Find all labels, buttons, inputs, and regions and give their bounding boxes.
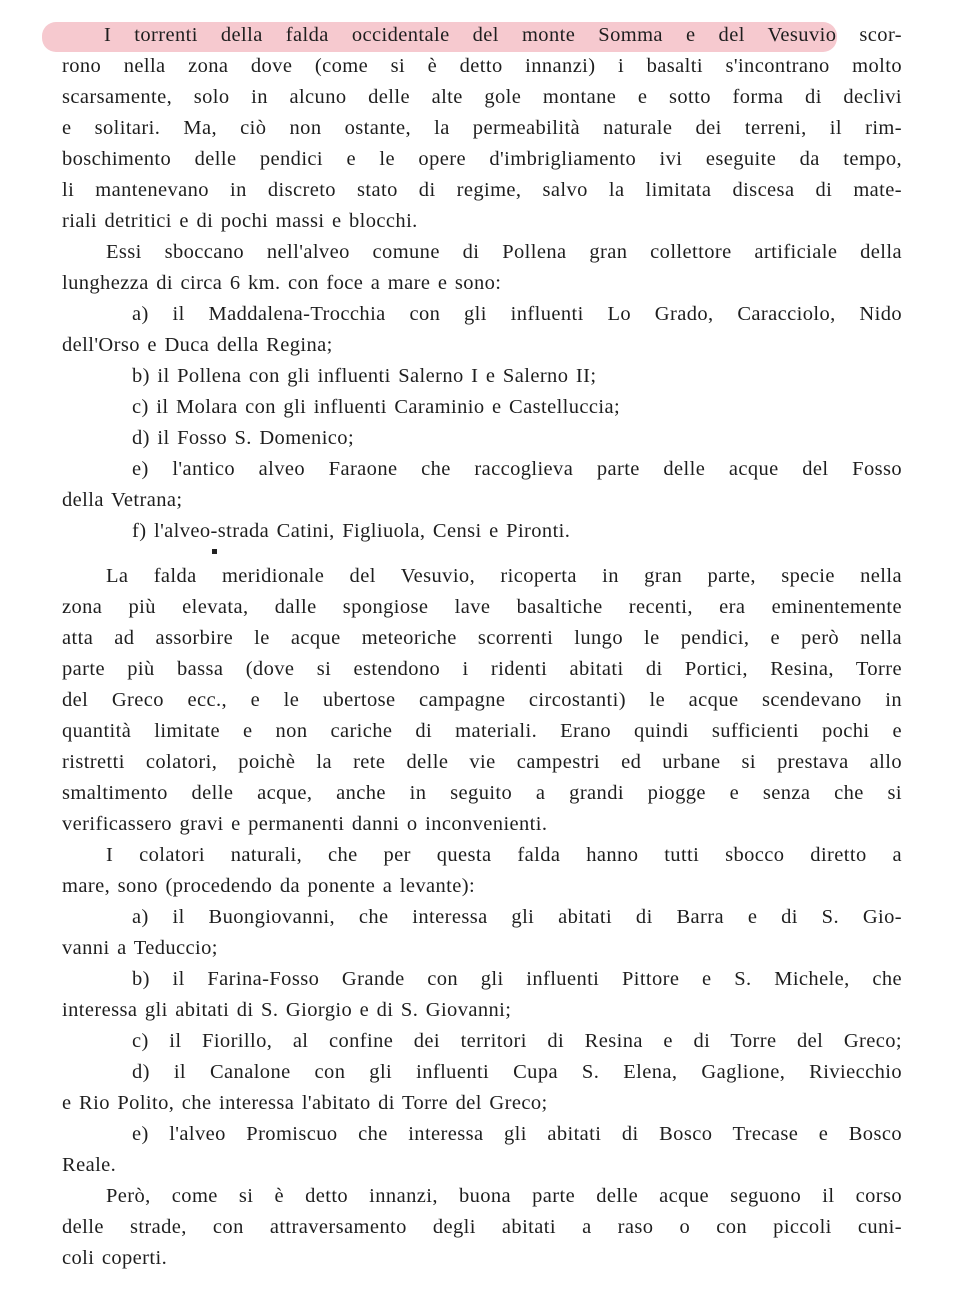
text-line: coli coperti. <box>62 1247 168 1269</box>
text-line: mare, sono (procedendo da ponente a levante): <box>62 875 476 897</box>
list-item: b) il Pollena con gli influenti Salerno I e Salerno II; <box>132 365 597 387</box>
paragraph-start: Però, come si è detto innanzi, buona parte delle acque seguono il corso <box>106 1185 902 1207</box>
list-item: e) l'alveo Promiscuo che interessa gli abitati di Bosco Trecase e Bosco <box>132 1123 902 1145</box>
document-page <box>62 20 902 1274</box>
text-line: quantità limitate e non cariche di materiali. Erano quindi sufficienti pochi e <box>62 720 902 742</box>
text-line: dell'Orso e Duca della Regina; <box>62 334 333 356</box>
highlighted-text: I torrenti della falda occidentale del monte Somma e del Vesuvio scor- <box>104 24 902 46</box>
text-line: ristretti colatori, poichè la rete delle vie campestri ed urbane si prestava allo <box>62 751 902 773</box>
list-item: a) il Maddalena-Trocchia con gli influenti Lo Grado, Caracciolo, Nido <box>132 303 902 325</box>
text-line: e Rio Polito, che interessa l'abitato di Torre del Greco; <box>62 1092 548 1114</box>
text-line: rono nella zona dove (come si è detto innanzi) i basalti s'incontrano molto <box>62 55 902 77</box>
paragraph-start: La falda meridionale del Vesuvio, ricoperta in gran parte, specie nella <box>106 565 902 587</box>
text-line: interessa gli abitati di S. Giorgio e di S. Giovanni; <box>62 999 512 1021</box>
paragraph-start: Essi sboccano nell'alveo comune di Pollena gran collettore artificiale della <box>106 241 902 263</box>
text-line: e solitari. Ma, ciò non ostante, la permeabilità naturale dei terreni, il rim- <box>62 117 902 139</box>
text-line: boschimento delle pendici e le opere d'imbrigliamento ivi eseguite da tempo, <box>62 148 902 170</box>
text-line: li mantenevano in discreto stato di regime, salvo la limitata discesa di mate- <box>62 179 902 201</box>
text-line: delle strade, con attraversamento degli abitati a raso o con piccoli cuni- <box>62 1216 902 1238</box>
paragraph-start: I colatori naturali, che per questa falda hanno tutti sbocco diretto a <box>106 844 902 866</box>
list-item: c) il Fiorillo, al confine dei territori di Resina e di Torre del Greco; <box>132 1030 902 1052</box>
text-line: riali detritici e di pochi massi e blocchi. <box>62 210 418 232</box>
text-line: Reale. <box>62 1154 117 1176</box>
text-line-highlighted <box>62 20 902 51</box>
list-item: c) il Molara con gli influenti Caraminio e Castelluccia; <box>132 396 621 418</box>
text-line: vanni a Teduccio; <box>62 937 218 959</box>
list-item: e) l'antico alveo Faraone che raccoglieva parte delle acque del Fosso <box>132 458 902 480</box>
text-line: zona più elevata, dalle spongiose lave basaltiche recenti, era eminentemente <box>62 596 902 618</box>
spacer <box>62 547 902 561</box>
text-line: verificassero gravi e permanenti danni o inconvenienti. <box>62 813 548 835</box>
text-line: atta ad assorbire le acque meteoriche scorrenti lungo le pendici, e però nella <box>62 627 902 649</box>
list-item: b) il Farina-Fosso Grande con gli influenti Pittore e S. Michele, che <box>132 968 902 990</box>
list-item: d) il Canalone con gli influenti Cupa S. Elena, Gaglione, Riviecchio <box>132 1061 902 1083</box>
stray-mark <box>212 549 217 554</box>
text-line: smaltimento delle acque, anche in seguito a grandi piogge e senza che si <box>62 782 902 804</box>
list-item: a) il Buongiovanni, che interessa gli abitati di Barra e di S. Gio- <box>132 906 902 928</box>
text-line: della Vetrana; <box>62 489 183 511</box>
text-line: del Greco ecc., e le ubertose campagne circostanti) le acque scendevano in <box>62 689 902 711</box>
text-line: parte più bassa (dove si estendono i ridenti abitati di Portici, Resina, Torre <box>62 658 902 680</box>
list-item: d) il Fosso S. Domenico; <box>132 427 355 449</box>
text-line: lunghezza di circa 6 km. con foce a mare e sono: <box>62 272 502 294</box>
list-item: f) l'alveo-strada Catini, Figliuola, Censi e Pironti. <box>132 520 571 542</box>
text-line: scarsamente, solo in alcuno delle alte gole montane e sotto forma di declivi <box>62 86 902 108</box>
